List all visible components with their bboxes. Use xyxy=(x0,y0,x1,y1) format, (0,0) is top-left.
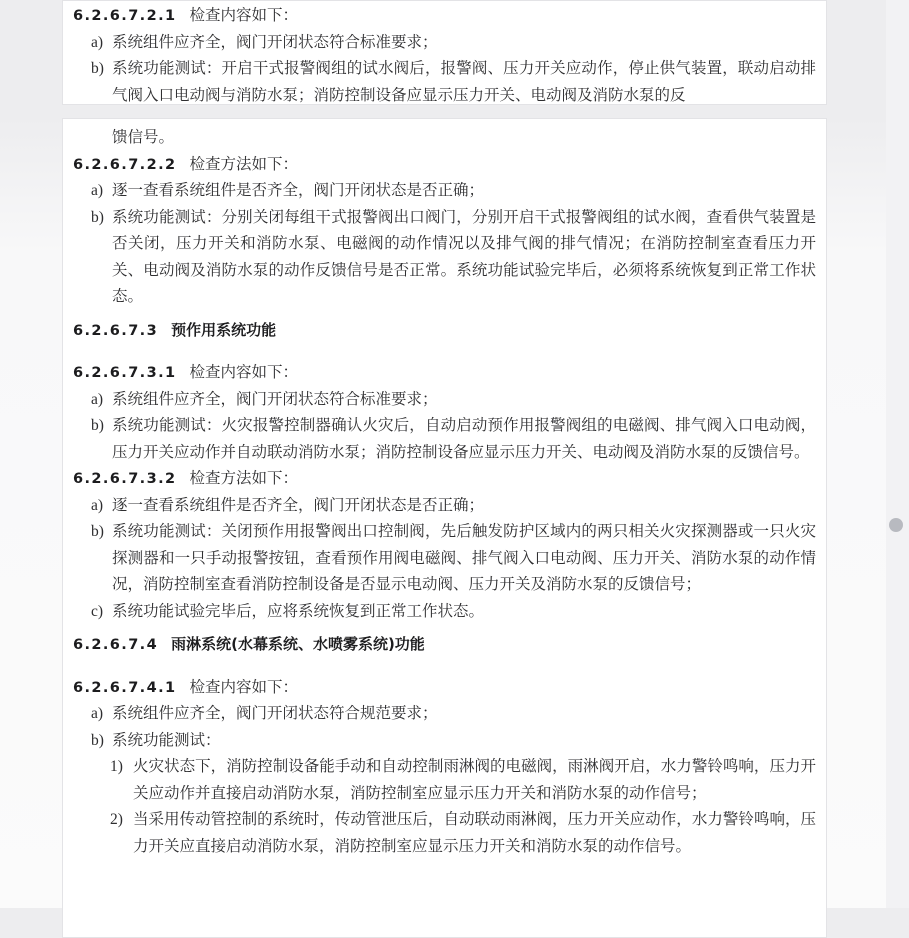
section-title: 预作用系统功能 xyxy=(171,320,277,339)
sublist-item xyxy=(73,754,816,807)
list-item-label: b) xyxy=(91,60,104,77)
list-item-text: 系统功能测试：关闭预作用报警阀出口控制阀，先后触发防护区域内的两只相关火灾探测器或一只火灾探测器和一只手动报警按钮，查看预作用阀电磁阀、排气阀入口电动阀、压力开关、消防水泵的动作情况，消防控制室查看消防控制设备是否显示电动阀、压力开关及消防水泵的反馈信号； xyxy=(112,523,816,593)
list-item xyxy=(73,205,816,311)
section-heading-6-2-6-7-3 xyxy=(73,317,816,345)
clause-title: 检查内容如下： xyxy=(189,364,298,381)
list-item-label: b) xyxy=(91,208,104,226)
list-item-label: a) xyxy=(91,496,104,514)
section-title: 雨淋系统(水幕系统、水喷雾系统)功能 xyxy=(171,635,425,653)
list-item xyxy=(73,30,816,57)
list-item-text: 系统组件应齐全，阀门开闭状态符合标准要求； xyxy=(112,390,438,408)
sublist-item-text: 火灾状态下，消防控制设备能手动和自动控制雨淋阀的电磁阀，雨淋阀开启，水力警铃鸣响，压力开关应动作并直接启动消防水泵，消防控制室应显示压力开关和消防水泵的动作信号； xyxy=(133,758,816,802)
clause-title: 检查内容如下： xyxy=(189,7,298,24)
clause-number: 6.2.6.7.2.1 xyxy=(73,8,177,24)
list-item-label: a) xyxy=(91,390,104,408)
sublist-item-label: 2) xyxy=(110,811,123,828)
clause-6-2-6-7-3-2 xyxy=(73,466,816,493)
scrollbar-thumb[interactable] xyxy=(889,518,903,532)
clause-6-2-6-7-2-1 xyxy=(73,3,816,30)
list-item-label: b) xyxy=(91,731,104,749)
clause-6-2-6-7-3-1 xyxy=(73,360,816,387)
clause-title: 检查方法如下： xyxy=(189,470,298,487)
list-item-text: 系统功能试验完毕后，应将系统恢复到正常工作状态。 xyxy=(112,602,485,620)
list-item-label: c) xyxy=(91,602,104,620)
list-item-text: 系统功能测试：开启干式报警阀组的试水阀后，报警阀、压力开关应动作，停止供气装置，联动启动排气阀入口电动阀与消防水泵；消防控制设备应显示压力开关、电动阀及消防水泵的反 xyxy=(112,60,816,104)
list-item-label: b) xyxy=(91,523,104,540)
clause-number: 6.2.6.7.3.1 xyxy=(73,365,177,381)
list-item-text: 系统功能测试： xyxy=(112,731,221,749)
clause-number: 6.2.6.7.4.1 xyxy=(73,679,177,696)
list-item xyxy=(73,728,816,755)
sublist-item-text: 当采用传动管控制的系统时，传动管泄压后，自动联动雨淋阀，压力开关应动作，水力警铃鸣响，压力开关应直接启动消防水泵，消防控制室应显示压力开关和消防水泵的动作信号。 xyxy=(133,811,816,855)
section-number: 6.2.6.7.4 xyxy=(73,637,159,653)
list-item-text: 逐一查看系统组件是否齐全，阀门开闭状态是否正确； xyxy=(112,496,485,514)
sublist-item-label: 1) xyxy=(110,758,123,775)
list-item-text: 逐一查看系统组件是否齐全，阀门开闭状态是否正确； xyxy=(112,182,485,199)
list-item xyxy=(73,56,816,105)
list-item-label: a) xyxy=(91,33,104,51)
clause-6-2-6-7-2-2 xyxy=(73,152,816,179)
list-item-label: a) xyxy=(91,705,104,722)
list-item-text: 系统组件应齐全，阀门开闭状态符合规范要求； xyxy=(112,705,438,722)
list-item-text: 系统组件应齐全，阀门开闭状态符合标准要求； xyxy=(112,33,438,51)
document-page-previous xyxy=(62,0,827,105)
list-item xyxy=(73,599,816,626)
clause-title: 检查方法如下： xyxy=(189,155,298,173)
document-page-current xyxy=(62,118,827,938)
list-item xyxy=(73,387,816,414)
list-item xyxy=(73,519,816,599)
section-number: 6.2.6.7.3 xyxy=(73,322,159,339)
list-item xyxy=(73,493,816,520)
list-item-text: 系统功能测试：分别关闭每组干式报警阀出口阀门，分别开启干式报警阀组的试水阀，查看供气装置是否关闭，压力开关和消防水泵、电磁阀的动作情况以及排气阀的排气情况；在消防控制室查看压力开关、电动阀及消防水泵的动作反馈信号是否正常。系统功能试验完毕后，必须将系统恢复到正常工作状态。 xyxy=(112,208,816,305)
clause-title: 检查内容如下： xyxy=(189,678,298,696)
sublist-item xyxy=(73,807,816,860)
section-heading-6-2-6-7-4 xyxy=(73,631,816,659)
list-item-label: a) xyxy=(91,182,104,199)
list-item xyxy=(73,178,816,205)
clause-number: 6.2.6.7.3.2 xyxy=(73,471,177,487)
continuation-text: 馈信号。 xyxy=(112,129,175,146)
clause-6-2-6-7-4-1 xyxy=(73,675,816,702)
list-item xyxy=(73,413,816,466)
scrollbar-track[interactable] xyxy=(886,0,909,908)
clause-number: 6.2.6.7.2.2 xyxy=(73,156,177,173)
list-item-text: 系统功能测试：火灾报警控制器确认火灾后，自动启动预作用报警阀组的电磁阀、排气阀入口电动阀，压力开关应动作并自动联动消防水泵；消防控制设备应显示压力开关、电动阀及消防水泵的反馈信号。 xyxy=(112,417,816,461)
list-item xyxy=(73,701,816,728)
list-item-label: b) xyxy=(91,417,104,434)
